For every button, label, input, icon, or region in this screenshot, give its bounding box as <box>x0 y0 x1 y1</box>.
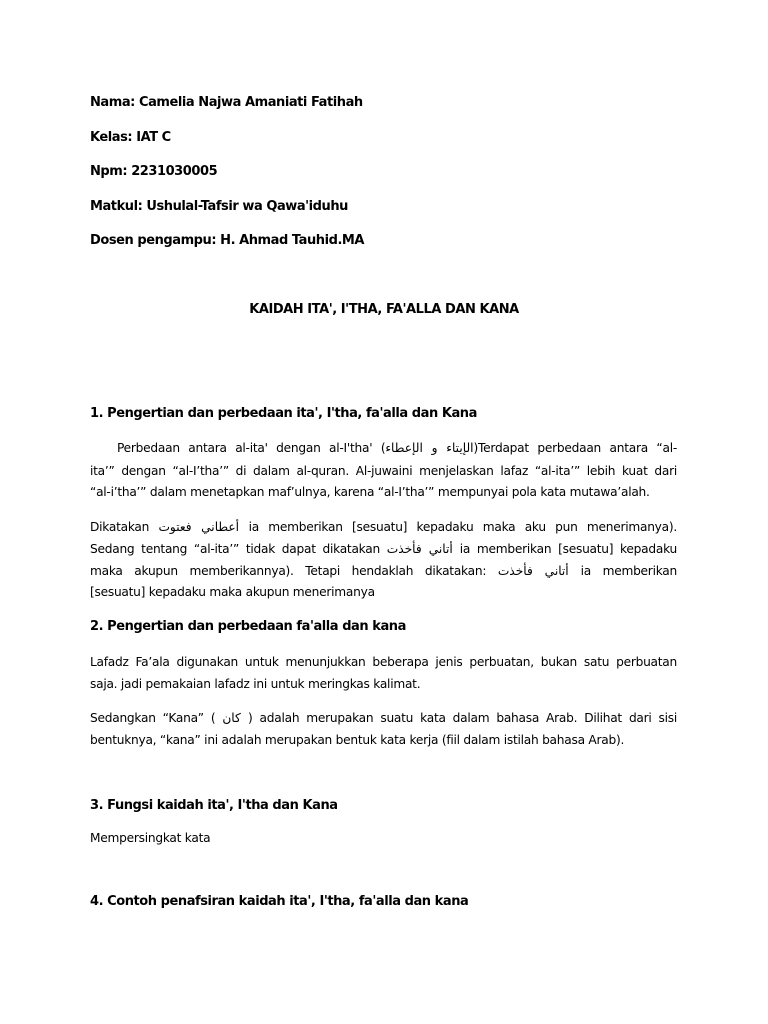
section-2-paragraph-2-line-2: bentuknya, “kana” ini adalah merupakan bentuk kata kerja (fiil dalam istilah bahasa Arab). <box>90 733 625 747</box>
text-span: Sedangkan “Kana” ( <box>90 711 216 725</box>
student-name: Nama: Camelia Najwa Amaniati Fatihah <box>90 95 363 110</box>
section-3-heading: 3. Fungsi kaidah ita', I'tha dan Kana <box>90 798 338 813</box>
section-1-paragraph-1-line-3: “al-i’tha’” dalam menetapkan maf’ulnya, karena “al-I’tha’” mempunyai pola kata mutawa’alah. <box>90 485 650 499</box>
section-1-paragraph-2-line-2 <box>90 541 677 557</box>
section-4-heading: 4. Contoh penafsiran kaidah ita', I'tha, fa'alla dan kana <box>90 894 469 909</box>
text-span: ia memberikan <box>580 564 677 578</box>
text-span: Sedang tentang “al-ita’” tidak dapat dikatakan <box>90 542 380 556</box>
arabic-text: الإيتاء و الإعطاء <box>385 441 474 455</box>
section-1-paragraph-2-line-3 <box>90 563 677 579</box>
student-number: Npm: 2231030005 <box>90 164 218 179</box>
section-3-paragraph: Mempersingkat kata <box>90 831 211 845</box>
section-2-heading: 2. Pengertian dan perbedaan fa'alla dan kana <box>90 619 406 634</box>
section-1-paragraph-1-line-1 <box>117 440 677 456</box>
text-span: ia memberikan [sesuatu] kepadaku maka aku pun menerimanya). <box>248 520 677 534</box>
section-1-paragraph-2-line-1 <box>90 519 677 535</box>
text-span: ia memberikan [sesuatu] kepadaku <box>459 542 677 556</box>
arabic-text: أعطاني فعتوت <box>158 520 240 534</box>
section-2-paragraph-1-line-1: Lafadz Fa’ala digunakan untuk menunjukkan beberapa jenis perbuatan, bukan satu perbuatan <box>90 655 677 669</box>
arabic-text: أتاني فأخذت <box>497 564 569 578</box>
text-span: maka akupun memberikannya). Tetapi hendaklah dikatakan: <box>90 564 487 578</box>
section-2-paragraph-2-line-1 <box>90 710 677 726</box>
text-span: Dikatakan <box>90 520 150 534</box>
arabic-text: كان <box>222 711 241 725</box>
section-1-paragraph-1-line-2: ita’” dengan “al-I’tha’” di dalam al-quran. Al-juwaini menjelaskan lafaz “al-ita’” lebih kuat dari <box>90 464 677 478</box>
text-span: )Terdapat perbedaan antara “al- <box>473 441 677 455</box>
section-1-paragraph-2-line-4: [sesuatu] kepadaku maka akupun menerimanya <box>90 585 375 599</box>
section-1-heading: 1. Pengertian dan perbedaan ita', I'tha, fa'alla dan Kana <box>90 406 477 421</box>
document-title: KAIDAH ITA', I'THA, FA'ALLA DAN KANA <box>249 302 519 317</box>
text-span: ) adalah merupakan suatu kata dalam bahasa Arab. Dilihat dari sisi <box>248 711 677 725</box>
arabic-text: أتاني فأخذت <box>386 542 453 556</box>
course-name: Matkul: Ushulal-Tafsir wa Qawa'iduhu <box>90 199 348 214</box>
class-info: Kelas: IAT C <box>90 130 171 145</box>
section-2-paragraph-1-line-2: saja. jadi pemakaian lafadz ini untuk meringkas kalimat. <box>90 677 421 691</box>
lecturer-name: Dosen pengampu: H. Ahmad Tauhid.MA <box>90 233 365 248</box>
text-span: Perbedaan antara al-ita' dengan al-I'tha' ( <box>117 441 386 455</box>
